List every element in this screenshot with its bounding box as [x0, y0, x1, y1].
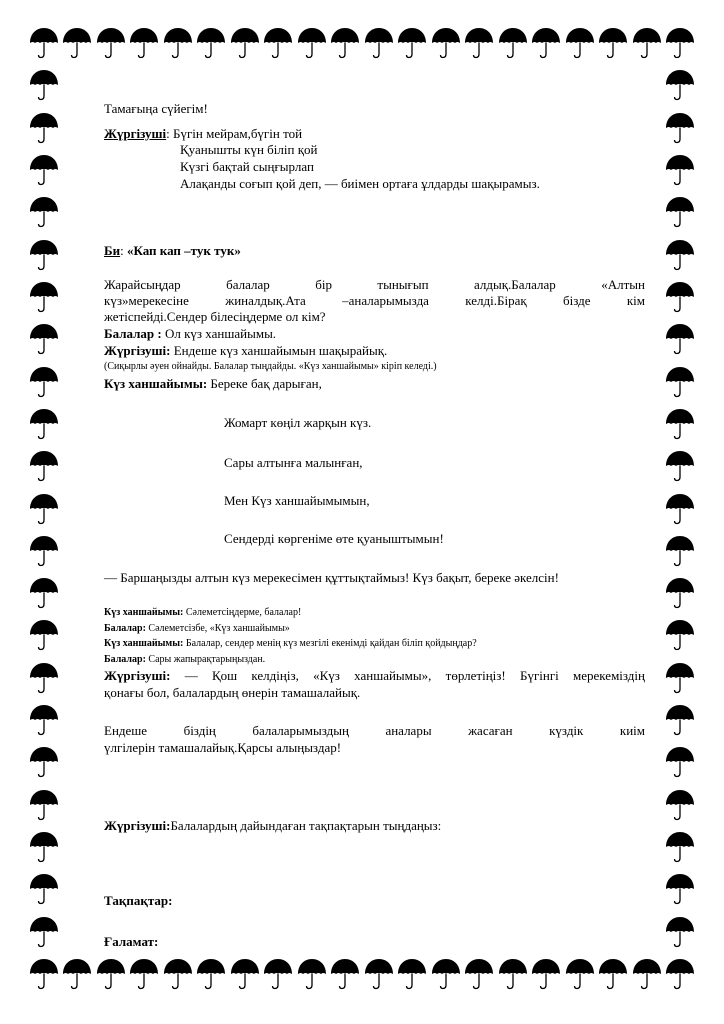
umbrella-icon	[432, 959, 460, 989]
umbrella-icon	[566, 959, 594, 989]
kids-line-1	[104, 326, 276, 341]
umbrella-icon	[63, 28, 91, 58]
speaker-kids: Балалар:	[104, 623, 149, 634]
paragraph-1-line-3: жетіспейді.Сендер білесіңдерме ол кім?	[104, 309, 326, 324]
umbrella-icon	[30, 917, 58, 947]
umbrella-icon	[666, 874, 694, 904]
umbrella-icon	[97, 959, 125, 989]
kids-line-2	[104, 623, 290, 635]
paragraph-2-line-2: үлгілерін тамашалайық.Қарсы алыңыздар!	[104, 740, 342, 755]
opening-line: Тамағыңа сүйегім!	[104, 101, 208, 116]
verse-line-1: Жомарт көңіл жарқын күз.	[224, 415, 372, 430]
umbrella-icon	[633, 959, 661, 989]
speaker-host: Жүргізуші	[104, 126, 167, 141]
speaker-kids: Балалар:	[104, 654, 149, 665]
verse-line-4: Сендерді көргеніме өте қуаныштымын!	[224, 531, 444, 546]
umbrella-icon	[666, 28, 694, 58]
umbrella-icon	[666, 959, 694, 989]
host-line-2: Қуанышты күн біліп қой	[180, 142, 318, 157]
umbrella-icon	[666, 240, 694, 270]
umbrella-icon	[197, 28, 225, 58]
paragraph-1-line-1: Жарайсыңдар балалар бір тынығып алдық.Балалар «Алтын	[104, 277, 645, 292]
umbrella-icon	[633, 28, 661, 58]
umbrella-icon	[30, 451, 58, 481]
umbrella-icon	[298, 28, 326, 58]
dance-label: Би	[104, 243, 121, 258]
umbrella-icon	[666, 790, 694, 820]
umbrella-icon	[264, 959, 292, 989]
umbrella-icon	[666, 113, 694, 143]
umbrella-icon	[499, 959, 527, 989]
host-line-3: Күзгі бақтай сыңғырлап	[180, 159, 314, 174]
umbrella-icon	[666, 70, 694, 100]
umbrella-icon	[666, 620, 694, 650]
speaker-queen: Күз ханшайымы:	[104, 638, 186, 649]
umbrella-icon	[666, 324, 694, 354]
umbrella-icon	[63, 959, 91, 989]
host-text: — Қош келдіңіз, «Күз ханшайымы», төрлетіңіз! Бүгінгі мерекеміздің	[184, 668, 645, 683]
speaker-host: Жүргізуші:	[104, 668, 185, 683]
galamat-heading: Ғаламат:	[104, 934, 159, 949]
dance-heading	[104, 243, 241, 258]
dance-title: «Кап кап –тук тук»	[126, 243, 241, 258]
dance-colon: :	[120, 243, 127, 258]
umbrella-icon	[30, 747, 58, 777]
kids-text: Ол күз ханшайымы.	[164, 326, 277, 341]
umbrella-icon	[398, 28, 426, 58]
umbrella-icon	[666, 282, 694, 312]
kids-text: Сары жапырақтарыңыздан.	[148, 654, 266, 665]
kids-line-3	[104, 654, 265, 666]
umbrella-icon	[666, 197, 694, 227]
umbrella-icon	[599, 959, 627, 989]
speaker-host: Жүргізуші:	[104, 818, 171, 833]
umbrella-icon	[532, 959, 560, 989]
umbrella-icon	[666, 367, 694, 397]
umbrella-icon	[465, 959, 493, 989]
umbrella-icon	[666, 494, 694, 524]
umbrella-icon	[666, 705, 694, 735]
umbrella-icon	[231, 28, 259, 58]
queen-text: Сәлеметсіңдерме, балалар!	[185, 607, 302, 618]
umbrella-icon	[30, 578, 58, 608]
umbrella-icon	[30, 705, 58, 735]
queen-line-3	[104, 638, 477, 650]
queen-text: Балалар, сендер менің күз мезгілі екенімді қайдан біліп қойдыңдар?	[185, 638, 477, 649]
umbrella-icon	[532, 28, 560, 58]
umbrella-icon	[666, 155, 694, 185]
umbrella-icon	[499, 28, 527, 58]
umbrella-icon	[666, 747, 694, 777]
umbrella-icon	[666, 578, 694, 608]
umbrella-icon	[331, 28, 359, 58]
umbrella-icon	[566, 28, 594, 58]
verse-line-3: Мен Күз ханшайымымын,	[224, 493, 370, 508]
queen-text: Береке бақ дарыған,	[210, 376, 322, 391]
host-text: Балалардың дайындаған тақпақтарын тыңдаңыз:	[170, 818, 442, 833]
takpak-heading: Тақпақтар:	[104, 893, 173, 908]
paragraph-2-line-1: Ендеше біздің балаларымыздың аналары жасаған күздік киім	[104, 723, 645, 738]
host-line-4: Алақанды соғып қой деп, — биімен ортаға ұлдарды шақырамыз.	[180, 176, 540, 191]
umbrella-icon	[331, 959, 359, 989]
umbrella-icon	[30, 282, 58, 312]
host-line-1	[104, 126, 302, 141]
umbrella-icon	[197, 959, 225, 989]
umbrella-icon	[130, 959, 158, 989]
umbrella-icon	[30, 494, 58, 524]
umbrella-icon	[231, 959, 259, 989]
verse-line-2: Сары алтынға малынған,	[224, 455, 363, 470]
stage-direction: (Сиқырлы әуен ойнайды. Балалар тыңдайды. «Күз ханшайымы» кіріп келеді.)	[104, 361, 437, 372]
host-text: Ендеше күз ханшайымын шақырайық.	[173, 343, 388, 358]
speaker-queen: Күз ханшайымы:	[104, 376, 211, 391]
umbrella-icon	[30, 790, 58, 820]
host-line-7: қонағы бол, балалардың өнерін тамашалайық.	[104, 685, 361, 700]
host-line-5	[104, 343, 387, 358]
umbrella-icon	[30, 240, 58, 270]
umbrella-icon	[398, 959, 426, 989]
umbrella-icon	[130, 28, 158, 58]
umbrella-icon	[30, 70, 58, 100]
speaker-host: Жүргізуші:	[104, 343, 174, 358]
umbrella-icon	[666, 832, 694, 862]
umbrella-icon	[30, 959, 58, 989]
speaker-queen: Күз ханшайымы:	[104, 607, 186, 618]
queen-line-1	[104, 376, 322, 391]
umbrella-icon	[30, 155, 58, 185]
host-line-6	[104, 668, 645, 683]
umbrella-icon	[30, 28, 58, 58]
host-text: : Бүгін мейрам,бүгін той	[166, 126, 303, 141]
umbrella-icon	[30, 324, 58, 354]
umbrella-icon	[666, 663, 694, 693]
paragraph-1-line-2: күз»мерекесіне жиналдық.Ата –аналарымызда келді.Бірақ бізде кім	[104, 293, 645, 308]
umbrella-icon	[164, 959, 192, 989]
speaker-kids: Балалар :	[104, 326, 165, 341]
umbrella-icon	[30, 874, 58, 904]
umbrella-icon	[30, 536, 58, 566]
umbrella-icon	[30, 832, 58, 862]
umbrella-icon	[298, 959, 326, 989]
umbrella-icon	[30, 620, 58, 650]
umbrella-icon	[599, 28, 627, 58]
umbrella-icon	[164, 28, 192, 58]
umbrella-icon	[30, 367, 58, 397]
umbrella-icon	[264, 28, 292, 58]
kids-text: Сәлеметсізбе, «Күз ханшайымы»	[148, 623, 290, 634]
umbrella-icon	[465, 28, 493, 58]
umbrella-icon	[30, 663, 58, 693]
umbrella-icon	[666, 451, 694, 481]
umbrella-icon	[30, 409, 58, 439]
umbrella-icon	[365, 959, 393, 989]
umbrella-icon	[666, 536, 694, 566]
host-line-8	[104, 818, 441, 833]
umbrella-icon	[365, 28, 393, 58]
queen-line-2	[104, 607, 301, 619]
umbrella-icon	[432, 28, 460, 58]
umbrella-icon	[666, 409, 694, 439]
umbrella-icon	[30, 197, 58, 227]
umbrella-icon	[97, 28, 125, 58]
umbrella-icon	[30, 113, 58, 143]
umbrella-icon	[666, 917, 694, 947]
greeting-line: — Баршаңызды алтын күз мерекесімен құттықтаймыз! Күз бақыт, береке әкелсін!	[104, 570, 559, 585]
